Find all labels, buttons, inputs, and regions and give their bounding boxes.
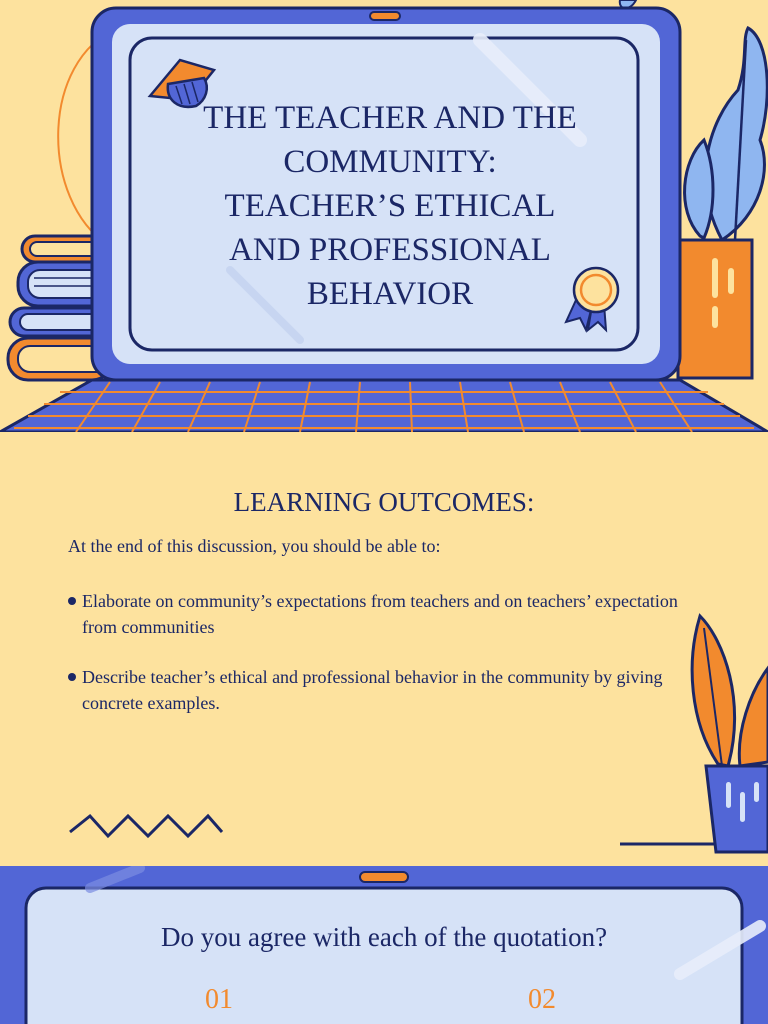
bullet-icon <box>68 597 76 605</box>
title-line: BEHAVIOR <box>306 276 474 312</box>
slide-title <box>150 96 630 316</box>
number-label: 01 <box>205 984 233 1015</box>
bullet-text: Describe teacher’s ethical and professional behavior in the community by giving concrete examples. <box>82 667 663 713</box>
quotation-slide <box>0 866 768 1024</box>
camera-icon <box>360 872 408 882</box>
list-item <box>68 588 708 640</box>
intro-text: At the end of this discussion, you should be able to: <box>68 536 441 556</box>
bullet-text: Elaborate on community’s expectations from teachers and on teachers’ expectation from communities <box>82 591 678 637</box>
learning-outcomes-heading: LEARNING OUTCOMES: <box>233 487 535 517</box>
camera-icon <box>370 12 400 20</box>
title-line: TEACHER’S ETHICAL <box>224 188 556 224</box>
list-item <box>68 664 708 716</box>
zigzag-icon <box>70 816 222 836</box>
title-line: COMMUNITY: <box>283 144 497 180</box>
question-text: Do you agree with each of the quotation? <box>160 922 608 952</box>
number-label: 02 <box>528 984 556 1015</box>
title-line: AND PROFESSIONAL <box>229 232 551 268</box>
title-slide <box>0 0 768 432</box>
title-line: THE TEACHER AND THE <box>203 100 577 136</box>
plant-pot-icon <box>692 616 768 852</box>
learning-outcomes-slide <box>0 432 768 866</box>
bullet-icon <box>68 673 76 681</box>
